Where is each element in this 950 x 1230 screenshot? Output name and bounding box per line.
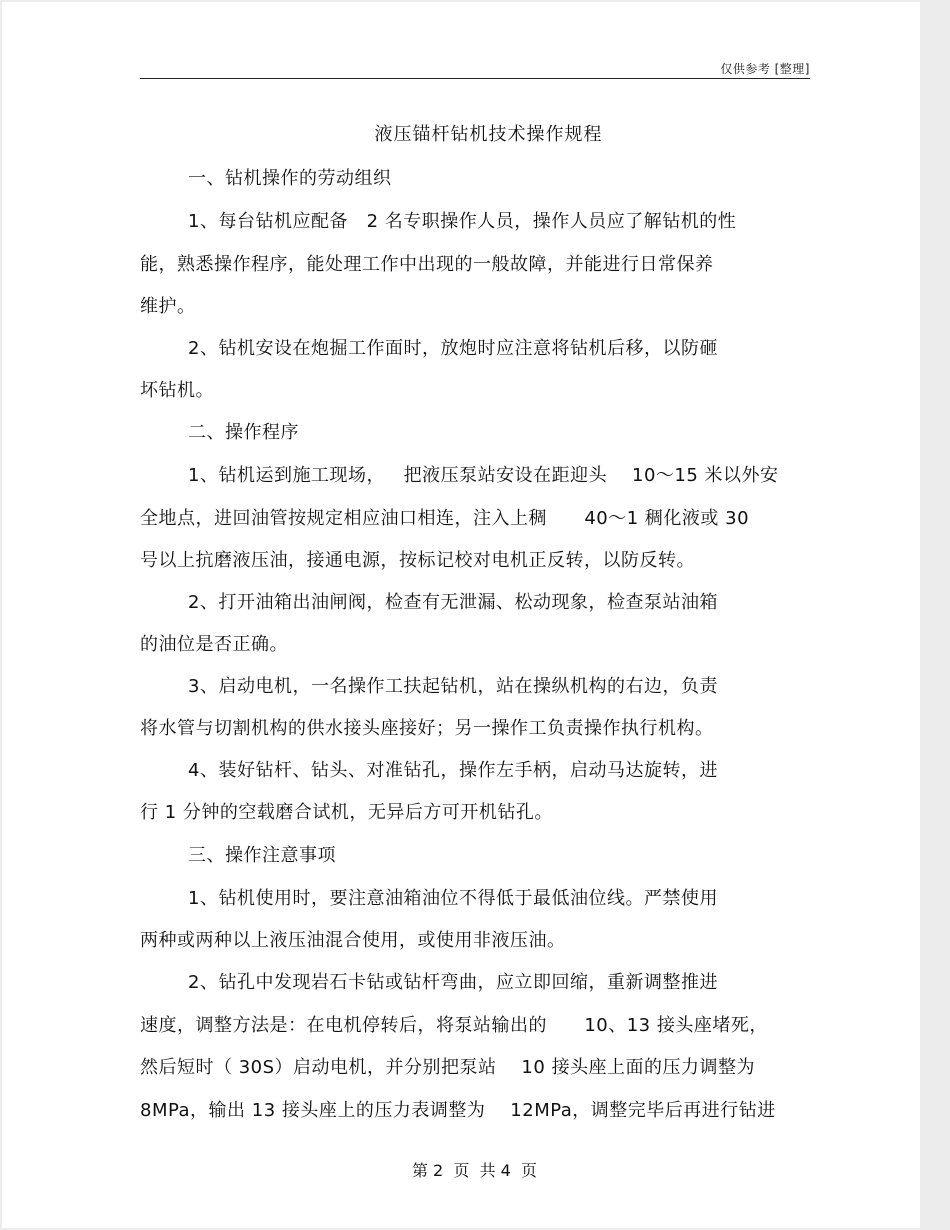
header-note: 仅供参考 [整理] bbox=[720, 62, 810, 76]
paragraph-line: 能，熟悉操作程序，能处理工作中出现的一般故障，并能进行日常保养 bbox=[140, 254, 714, 275]
paragraph-line: 两种或两种以上液压油混合使用，或使用非液压油。 bbox=[140, 930, 566, 951]
paragraph-line: 1、钻机使用时，要注意油箱油位不得低于最低油位线。严禁使用 bbox=[188, 888, 718, 909]
paragraph-line: 1、每台钻机应配备 2 名专职操作人员，操作人员应了解钻机的性 bbox=[188, 211, 737, 232]
paragraph-line: 2、打开油箱出油闸阀，检查有无泄漏、松动现象，检查泵站油箱 bbox=[188, 592, 718, 613]
paragraph-line: 2、钻孔中发现岩石卡钻或钻杆弯曲，应立即回缩，重新调整推进 bbox=[188, 972, 718, 993]
paragraph-line: 1、钻机运到施工现场， 把液压泵站安设在距迎头 10～15 米以外安 bbox=[188, 465, 779, 486]
paragraph-line: 2、钻机安设在炮掘工作面时，放炮时应注意将钻机后移，以防砸 bbox=[188, 338, 718, 359]
paragraph-line: 速度，调整方法是：在电机停转后，将泵站输出的 10、13 接头座堵死， bbox=[140, 1015, 768, 1036]
paragraph-line: 维护。 bbox=[140, 296, 196, 317]
paragraph-line: 8MPa，输出 13 接头座上的压力表调整为 12MPa，调整完毕后再进行钻进 bbox=[140, 1100, 776, 1121]
paragraph-line: 将水管与切割机构的供水接头座接好；另一操作工负责操作执行机构。 bbox=[140, 718, 714, 739]
paragraph-line: 然后短时（ 30S）启动电机，并分别把泵站 10 接头座上面的压力调整为 bbox=[140, 1057, 756, 1078]
header-rule bbox=[140, 78, 810, 79]
paragraph-line: 行 1 分钟的空载磨合试机，无异后方可开机钻孔。 bbox=[140, 802, 553, 823]
paragraph-line: 号以上抗磨液压油，接通电源，按标记校对电机正反转，以防反转。 bbox=[140, 550, 695, 571]
section-heading-3: 三、操作注意事项 bbox=[188, 845, 336, 866]
document-page bbox=[2, 2, 920, 1228]
page-number-footer: 第 2 页 共 4 页 bbox=[411, 1161, 538, 1180]
paragraph-line: 的油位是否正确。 bbox=[140, 634, 288, 655]
document-title: 液压锚杆钻机技术操作规程 bbox=[374, 124, 603, 145]
section-heading-1: 一、钻机操作的劳动组织 bbox=[188, 168, 392, 189]
section-heading-2: 二、操作程序 bbox=[188, 422, 299, 443]
paragraph-line: 全地点，进回油管按规定相应油口相连，注入上稠 40～1 稠化液或 30 bbox=[140, 508, 750, 529]
paragraph-line: 3、启动电机，一名操作工扶起钻机，站在操纵机构的右边，负责 bbox=[188, 676, 718, 697]
paragraph-line: 坏钻机。 bbox=[140, 380, 214, 401]
paragraph-line: 4、装好钻杆、钻头、对准钻孔，操作左手柄，启动马达旋转，进 bbox=[188, 760, 718, 781]
